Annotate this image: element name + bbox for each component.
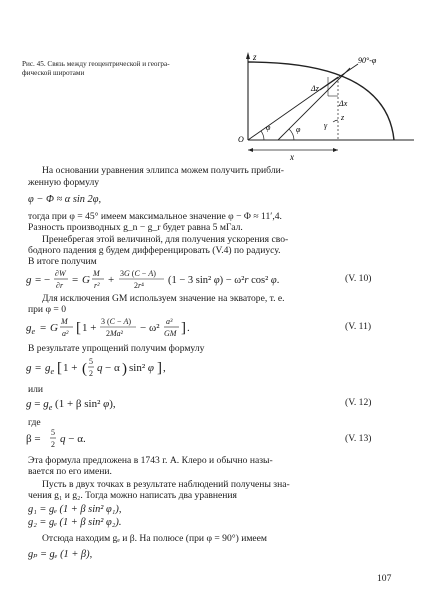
para2-line1: тогда при φ = 45° имеем максимальное значение φ − Φ ≈ 11′,4.: [28, 211, 282, 222]
phi-g-label: φ: [266, 123, 271, 132]
svg-text:3G (C − A): 3G (C − A): [120, 269, 156, 278]
svg-text:r²: r²: [94, 281, 100, 290]
svg-text:5: 5: [89, 357, 93, 366]
para3-line1: Пренебрегая этой величиной, для получения ускорения сво-: [42, 234, 289, 245]
angle-top-label: 90°-φ: [358, 56, 377, 65]
para4-line2: при φ = 0: [28, 304, 67, 315]
word-or: или: [28, 384, 44, 395]
svg-text:M: M: [93, 269, 100, 278]
svg-text:β =: β =: [26, 433, 41, 445]
z-axis-arrow: [246, 52, 250, 59]
svg-text:+: +: [108, 274, 115, 286]
delta-x-label: Δx: [339, 99, 348, 108]
para7-line2: чения g₁ и g₂. Тогда можно написать два уравнения: [28, 490, 237, 501]
svg-text:2: 2: [51, 440, 55, 449]
angle-gamma-arc: [333, 120, 338, 122]
para3-line2: бодного падения g будем дифференцировать (V.4) по радиусу.: [28, 245, 281, 256]
equation-v11: [26, 313, 246, 341]
svg-text:5: 5: [51, 428, 55, 437]
svg-text:[: [: [76, 320, 81, 336]
para1-line1: На основании уравнения эллипса можем получить прибли-: [42, 165, 284, 176]
z-mid-label: z: [341, 113, 345, 122]
svg-text:(: (: [82, 361, 87, 377]
svg-text:− α: − α: [105, 362, 120, 374]
eq-g2: g₂ = gₑ (1 + β sin² φ₂).: [28, 517, 122, 528]
page-number: 107: [377, 573, 392, 584]
svg-text:∂W: ∂W: [55, 269, 66, 278]
para8: Отсюда находим gₑ и β. На полюсе (при φ = 90°) имеем: [42, 533, 268, 544]
figure-caption-line-2: фической широтами: [22, 69, 85, 77]
figure-caption-line-1: Рис. 45. Связь между геоцентрической и геогра-: [22, 60, 170, 68]
equation-v13: [26, 426, 146, 452]
svg-text:g: g: [26, 362, 32, 374]
eq11-number: (V. 11): [345, 321, 372, 332]
svg-text:= −: = −: [35, 274, 51, 286]
delta-z-label: Δz: [311, 84, 319, 93]
svg-text:,: ,: [163, 362, 166, 374]
eq13-number: (V. 13): [345, 433, 372, 444]
equation-clairaut: [26, 353, 226, 381]
figure-45-diagram: [238, 50, 418, 175]
svg-text:∂r: ∂r: [56, 281, 64, 290]
para3-line3: В итоге получим: [28, 256, 97, 267]
origin-label: O: [238, 135, 244, 144]
svg-text:a³: a³: [166, 317, 173, 326]
para2-line2: Разность производных g_n − g_r будет равна 5 мГал.: [28, 222, 243, 233]
svg-text:ge: $g_e$: [26, 322, 36, 336]
eq-g1: g₁ = gₑ (1 + β sin² φ₁),: [28, 504, 122, 515]
svg-text:1 +: 1 +: [82, 322, 97, 334]
svg-text:ge: $g_e$: [45, 362, 55, 376]
svg-text:g = ge (1 + β sin² φ),: $g = g_e$ (1 + β sin² φ),: [26, 398, 116, 412]
equation-v10: [26, 266, 346, 292]
phi-label: φ: [296, 125, 301, 134]
svg-text:(1 − 3 sin² φ) − ω²r cos² φ.: (1 − 3 sin² φ) − ω²r cos² φ.: [168, 275, 280, 286]
eq-gp: gₚ = gₑ (1 + β),: [28, 549, 93, 560]
gamma-label: γ: [324, 121, 328, 130]
svg-text:G: G: [50, 322, 58, 334]
svg-text:.: .: [187, 322, 190, 334]
para5: В результате упрощений получим формулу: [28, 343, 205, 354]
svg-text:q: q: [97, 362, 103, 374]
svg-text:]: ]: [157, 360, 162, 376]
angle-phi-g-arc: [261, 131, 264, 140]
svg-text:GM: GM: [164, 329, 177, 338]
x-label: x: [290, 152, 294, 162]
para6-line2: вается по его имени.: [28, 466, 112, 477]
z-top-label: z: [253, 52, 257, 62]
angle-phi-arc: [289, 129, 294, 140]
para1-line2: женную формулу: [28, 177, 100, 188]
para6-line1: Эта формула предложена в 1743 г. А. Клеро и обычно назы-: [28, 455, 273, 466]
svg-text:=: =: [72, 274, 79, 286]
svg-text:g: g: [26, 274, 32, 286]
svg-text:q − α.: q − α.: [60, 433, 86, 445]
svg-text:− ω²: − ω²: [140, 322, 160, 334]
svg-text:1 +: 1 +: [63, 362, 78, 374]
word-where: где: [28, 417, 41, 428]
formula-diff: φ − Φ ≈ α sin 2φ,: [28, 194, 102, 205]
tangent-line: [320, 64, 358, 90]
para4-line1: Для исключения GM используем значение на экваторе, т. е.: [42, 293, 285, 304]
eq12-number: (V. 12): [345, 397, 372, 408]
equation-v12: [26, 393, 226, 413]
svg-text:[: [: [57, 360, 62, 376]
svg-text:2r⁴: 2r⁴: [134, 281, 144, 290]
svg-text:=: =: [40, 322, 47, 334]
svg-text:2Ma²: 2Ma²: [106, 329, 124, 338]
svg-text:a²: a²: [62, 329, 69, 338]
svg-text:=: =: [35, 362, 42, 374]
svg-text:sin² φ: sin² φ: [129, 362, 154, 374]
svg-text:M: M: [61, 317, 68, 326]
svg-text:3 (C − A): 3 (C − A): [101, 317, 132, 326]
svg-text:): ): [122, 361, 127, 377]
para7-line1: Пусть в двух точках в результате наблюдений получены зна-: [42, 479, 290, 490]
svg-text:]: ]: [181, 320, 186, 336]
eq10-number: (V. 10): [345, 273, 372, 284]
svg-text:G: G: [82, 274, 90, 286]
svg-text:2: 2: [89, 369, 93, 378]
